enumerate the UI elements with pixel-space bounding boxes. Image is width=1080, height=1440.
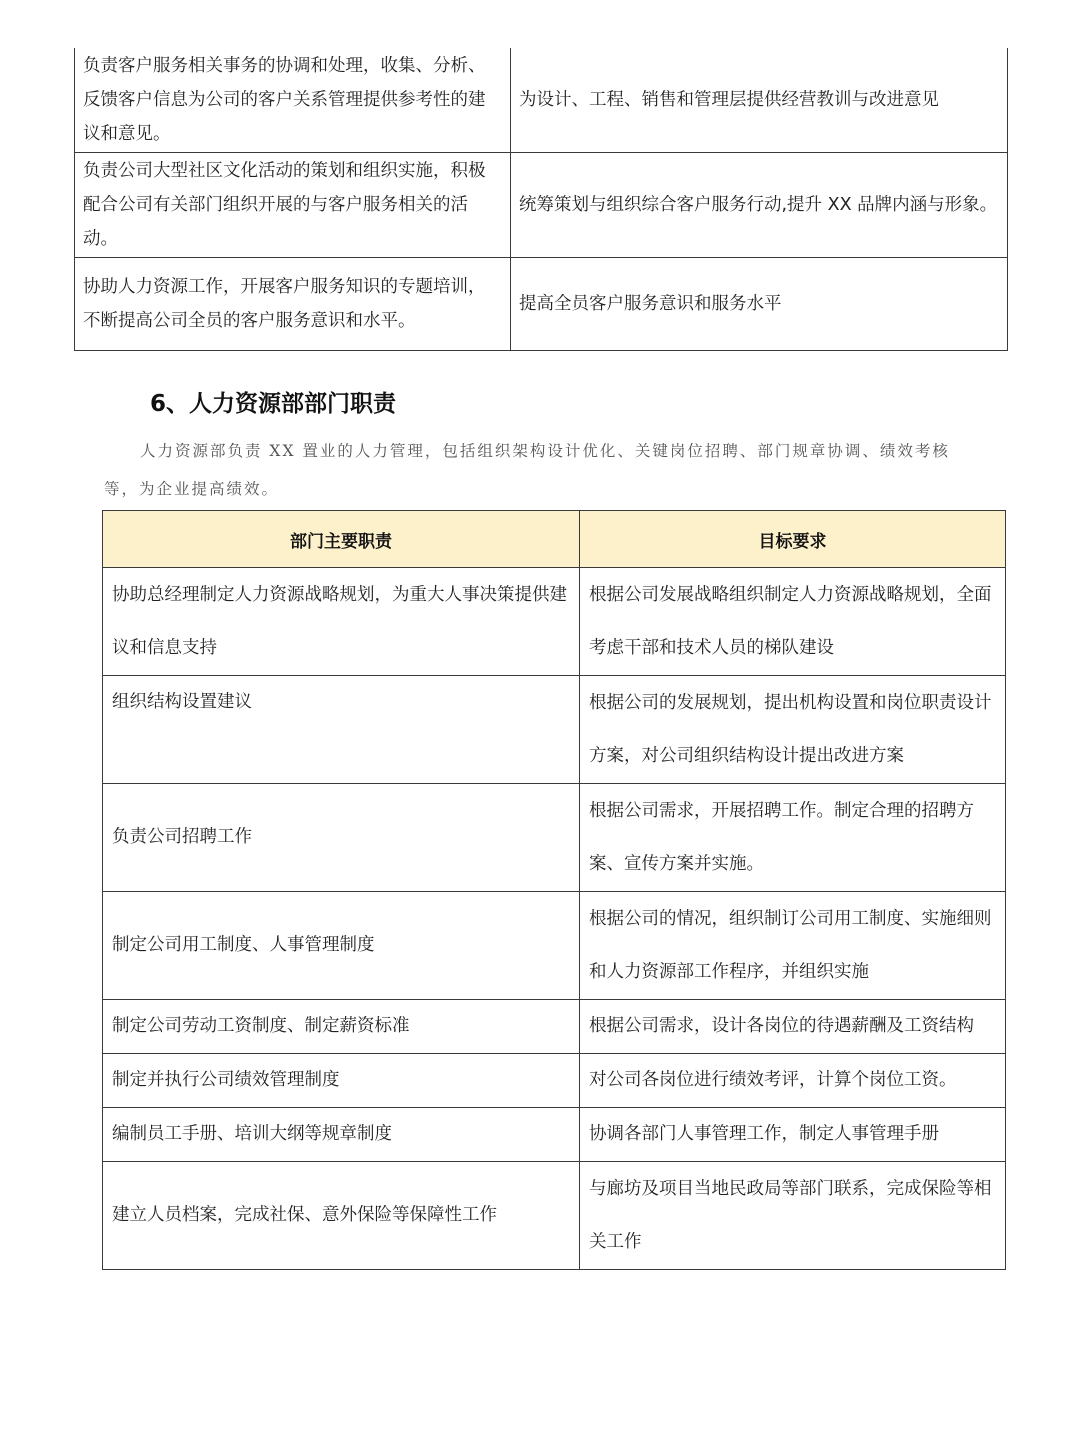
table-row xyxy=(103,1054,1006,1108)
duty-cell: 制定公司用工制度、人事管理制度 xyxy=(103,892,580,1000)
table-row xyxy=(103,676,1006,784)
column-header-goal: 目标要求 xyxy=(580,511,1006,568)
duty-cell: 组织结构设置建议 xyxy=(103,676,580,784)
hr-duty-table xyxy=(102,510,1006,1270)
duty-cell: 负责客户服务相关事务的协调和处理，收集、分析、反馈客户信息为公司的客户关系管理提供参考性的建议和意见。 xyxy=(75,48,511,153)
duty-cell: 制定并执行公司绩效管理制度 xyxy=(103,1054,580,1108)
table-row xyxy=(103,1108,1006,1162)
table-row xyxy=(103,784,1006,892)
goal-cell: 协调各部门人事管理工作，制定人事管理手册 xyxy=(580,1108,1006,1162)
customer-service-duty-table xyxy=(74,48,1008,351)
section-title: 6、人力资源部部门职责 xyxy=(150,391,397,417)
goal-cell: 根据公司需求，开展招聘工作。制定合理的招聘方案、宣传方案并实施。 xyxy=(580,784,1006,892)
table-row xyxy=(75,258,1008,351)
table-header-row xyxy=(103,511,1006,568)
goal-cell: 为设计、工程、销售和管理层提供经营教训与改进意见 xyxy=(511,48,1008,153)
duty-cell: 负责公司大型社区文化活动的策划和组织实施，积极配合公司有关部门组织开展的与客户服务相关的活动。 xyxy=(75,153,511,258)
goal-cell: 根据公司发展战略组织制定人力资源战略规划，全面考虑干部和技术人员的梯队建设 xyxy=(580,568,1006,676)
duty-cell: 建立人员档案，完成社保、意外保险等保障性工作 xyxy=(103,1162,580,1270)
duty-cell: 负责公司招聘工作 xyxy=(103,784,580,892)
goal-cell: 根据公司的情况，组织制订公司用工制度、实施细则和人力资源部工作程序，并组织实施 xyxy=(580,892,1006,1000)
table-row xyxy=(103,1000,1006,1054)
goal-cell: 根据公司需求，设计各岗位的待遇薪酬及工资结构 xyxy=(580,1000,1006,1054)
column-header-duty: 部门主要职责 xyxy=(103,511,580,568)
goal-cell: 提高全员客户服务意识和服务水平 xyxy=(511,258,1008,351)
goal-cell: 与廊坊及项目当地民政局等部门联系，完成保险等相关工作 xyxy=(580,1162,1006,1270)
duty-cell: 制定公司劳动工资制度、制定薪资标准 xyxy=(103,1000,580,1054)
duty-cell: 编制员工手册、培训大纲等规章制度 xyxy=(103,1108,580,1162)
goal-cell: 根据公司的发展规划，提出机构设置和岗位职责设计方案，对公司组织结构设计提出改进方案 xyxy=(580,676,1006,784)
duty-cell: 协助总经理制定人力资源战略规划，为重大人事决策提供建议和信息支持 xyxy=(103,568,580,676)
goal-cell: 对公司各岗位进行绩效考评，计算个岗位工资。 xyxy=(580,1054,1006,1108)
table-row xyxy=(75,153,1008,258)
duty-cell: 协助人力资源工作，开展客户服务知识的专题培训，不断提高公司全员的客户服务意识和水平。 xyxy=(75,258,511,351)
section-intro: 人力资源部负责 XX 置业的人力管理，包括组织架构设计优化、关键岗位招聘、部门规章协调、绩效考核等，为企业提高绩效。 xyxy=(104,442,950,498)
table-row xyxy=(103,1162,1006,1270)
goal-cell: 统筹策划与组织综合客户服务行动,提升 XX 品牌内涵与形象。 xyxy=(511,153,1008,258)
table-row xyxy=(103,892,1006,1000)
table-row xyxy=(103,568,1006,676)
table-row xyxy=(75,48,1008,153)
